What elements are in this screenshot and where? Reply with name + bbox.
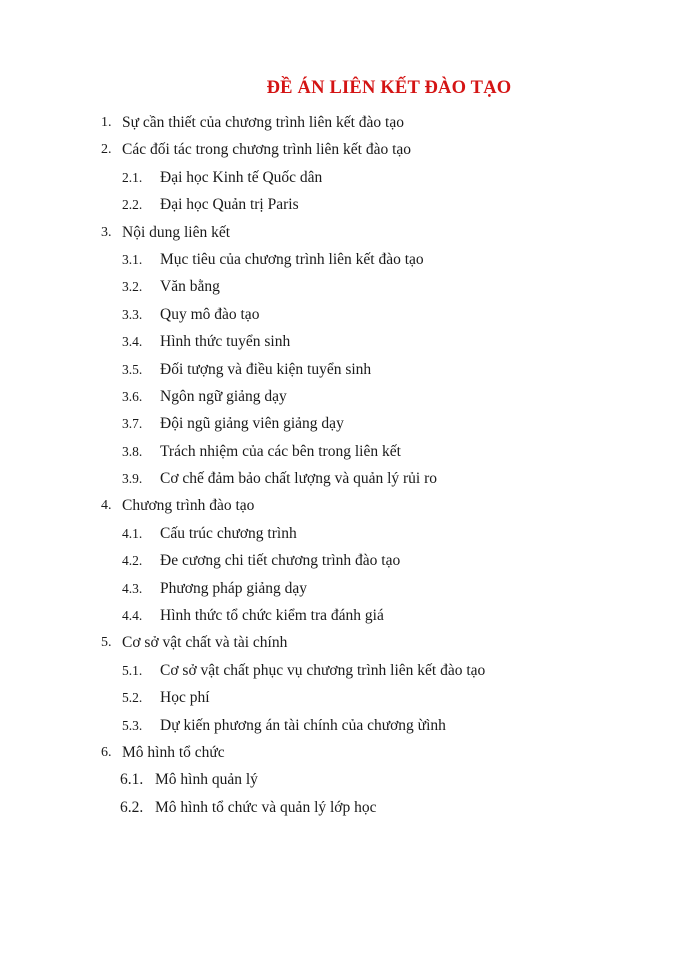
toc-item-number: 2.2. — [122, 197, 143, 213]
toc-subsection — [0, 328, 700, 355]
toc-item-number: 3.1. — [122, 251, 143, 267]
toc-subsection — [0, 520, 700, 547]
toc-subsection — [0, 164, 700, 191]
toc-item-label: Đối tượng và điều kiện tuyển sinh — [160, 360, 372, 378]
toc-subsection — [0, 438, 700, 465]
toc-item-label: Cơ chế đảm bảo chất lượng và quản lý rủi ro — [160, 470, 438, 488]
toc-item-label: Văn bằng — [160, 278, 220, 296]
toc-item-number: 4. — [101, 498, 112, 514]
toc-subsection — [0, 246, 700, 273]
toc-item-number: 3.7. — [122, 416, 143, 432]
toc-item-number: 1. — [101, 115, 112, 130]
toc-item-label: Mô hình quản lý — [155, 771, 258, 789]
toc-item-label: Trách nhiệm của các bên trong liên kết — [160, 442, 401, 460]
toc-section — [0, 739, 700, 766]
toc-item-number: 3.8. — [122, 443, 143, 459]
toc-item-label: Cơ sở vật chất phục vụ chương trình liên kết đào tạo — [160, 661, 486, 679]
toc-item-number: 3.4. — [122, 334, 143, 350]
toc-item-label: Cơ sở vật chất và tài chính — [122, 634, 288, 652]
document-title: ĐỀ ÁN LIÊN KẾT ĐÀO TẠO — [266, 78, 512, 98]
toc-item-label: Mô hình tổ chức và quản lý lớp học — [155, 798, 377, 816]
toc-item-label: Hình thức tổ chức kiểm tra đánh giá — [160, 607, 384, 625]
toc-subsection — [0, 410, 700, 437]
toc-subsection — [0, 657, 700, 684]
toc-item-number: 6.1. — [120, 771, 144, 789]
toc-subsection — [0, 301, 700, 328]
toc-section — [0, 629, 700, 656]
toc-item-number: 5.3. — [122, 717, 143, 733]
toc-item-label: Hình thức tuyển sinh — [160, 333, 291, 351]
toc-subsection — [0, 356, 700, 383]
toc-item-label: Phương pháp giảng dạy — [160, 579, 308, 597]
toc-subsection — [0, 684, 700, 711]
toc-subsection — [0, 383, 700, 410]
toc-subsection — [0, 191, 700, 218]
toc-item-label: Mục tiêu của chương trình liên kết đào tạo — [160, 250, 424, 268]
toc-subsection — [0, 602, 700, 629]
toc-item-label: Cấu trúc chương trình — [160, 524, 297, 542]
toc-item-number: 3.3. — [122, 306, 143, 322]
toc-subsection — [0, 575, 700, 602]
toc-subsection — [0, 794, 700, 821]
toc-item-number: 4.4. — [122, 608, 143, 624]
toc-item-number: 4.3. — [122, 580, 143, 596]
table-of-contents — [0, 109, 700, 821]
toc-item-number: 3.5. — [122, 361, 143, 377]
toc-section — [0, 136, 700, 163]
toc-item-number: 2. — [101, 142, 112, 158]
toc-section — [0, 492, 700, 519]
toc-subsection — [0, 273, 700, 300]
toc-item-label: Học phí — [160, 689, 210, 707]
toc-item-number: 5.1. — [122, 662, 143, 678]
toc-item-number: 2.1. — [122, 169, 143, 185]
toc-item-label: Đe cương chi tiết chương trình đào tạo — [160, 552, 401, 570]
toc-item-number: 3. — [101, 224, 112, 240]
toc-subsection — [0, 465, 700, 492]
toc-section — [0, 219, 700, 246]
toc-item-label: Nội dung liên kết — [122, 223, 231, 241]
toc-item-number: 3.6. — [122, 388, 143, 404]
toc-item-label: Đại học Quản trị Paris — [160, 196, 299, 214]
toc-item-number: 6.2. — [120, 798, 144, 816]
toc-item-label: Ngôn ngữ giảng dạy — [160, 387, 287, 405]
toc-item-label: Đội ngũ giảng viên giảng dạy — [160, 415, 344, 433]
toc-item-label: Đại học Kinh tế Quốc dân — [160, 168, 323, 186]
toc-item-label: Dự kiến phương án tài chính của chương ừình — [160, 716, 446, 734]
toc-item-number: 6. — [101, 744, 112, 760]
toc-item-number: 5. — [101, 635, 112, 651]
toc-item-number: 5.2. — [122, 690, 143, 706]
toc-item-label: Chương trình đào tạo — [122, 497, 255, 515]
toc-item-number: 3.9. — [122, 471, 143, 487]
toc-item-number: 4.1. — [122, 525, 143, 541]
toc-subsection — [0, 547, 700, 574]
toc-item-number: 3.2. — [122, 279, 143, 295]
toc-item-label: Sự cần thiết của chương trình liên kết đào tạo — [122, 114, 404, 131]
toc-item-label: Quy mô đào tạo — [160, 305, 260, 323]
toc-subsection — [0, 766, 700, 793]
toc-item-number: 4.2. — [122, 553, 143, 569]
toc-subsection — [0, 712, 700, 739]
toc-item-label: Các đối tác trong chương trình liên kết đào tạo — [122, 141, 412, 159]
toc-section — [0, 109, 700, 136]
toc-item-label: Mô hình tổ chức — [122, 743, 225, 761]
